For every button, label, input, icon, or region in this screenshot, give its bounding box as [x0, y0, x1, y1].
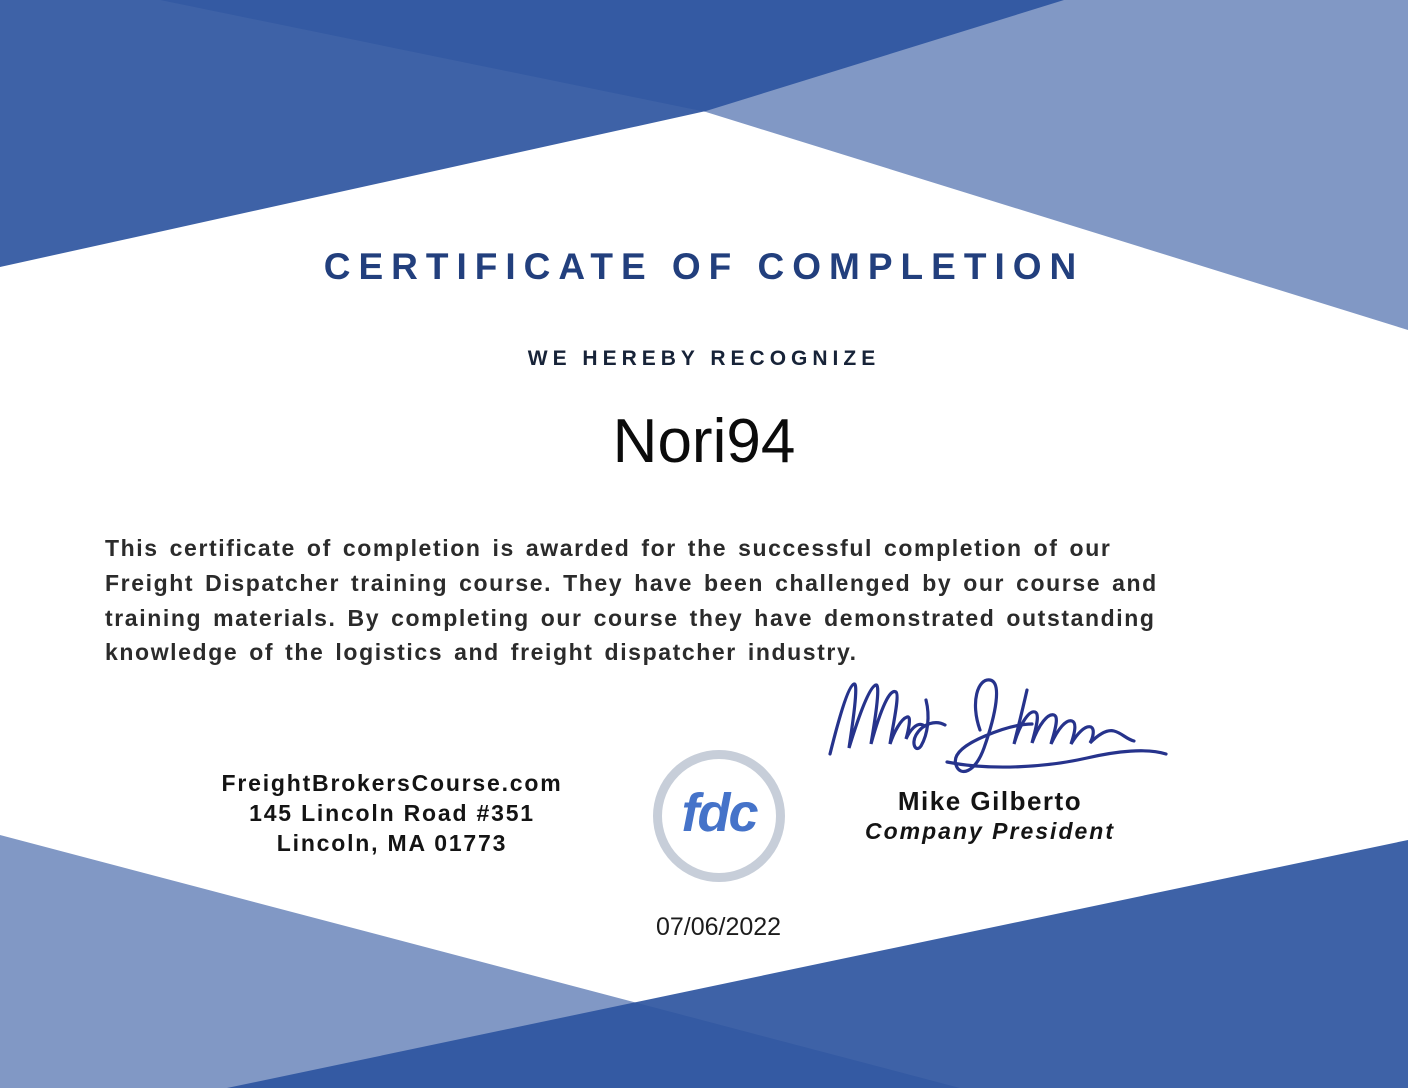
certificate-body [105, 531, 1315, 670]
fdc-logo-text: fdc [681, 783, 757, 843]
certificate-title: CERTIFICATE OF COMPLETION [323, 246, 1085, 287]
signer-name: Mike Gilberto [897, 786, 1083, 816]
certificate-subtitle: WE HEREBY RECOGNIZE [527, 347, 881, 370]
fdc-logo [653, 750, 785, 882]
organization-address-line1: 145 Lincoln Road #351 [249, 800, 535, 826]
organization-website: FreightBrokersCourse.com [221, 770, 563, 796]
body-line: knowledge of the logistics and freight dispatcher industry. [105, 639, 858, 666]
organization-address-line2: Lincoln, MA 01773 [276, 830, 508, 856]
recipient-name: Nori94 [612, 407, 796, 476]
organization-block [192, 768, 592, 858]
body-line: Freight Dispatcher training course. They have been challenged by our course and [105, 569, 1158, 596]
body-line: This certificate of completion is awarded for the successful completion of our [105, 535, 1112, 561]
body-line: training materials. By completing our course they have demonstrated outstanding [105, 604, 1156, 631]
certificate-date: 07/06/2022 [655, 913, 782, 941]
signature-image [822, 672, 1172, 784]
signer-title: Company President [865, 818, 1115, 844]
